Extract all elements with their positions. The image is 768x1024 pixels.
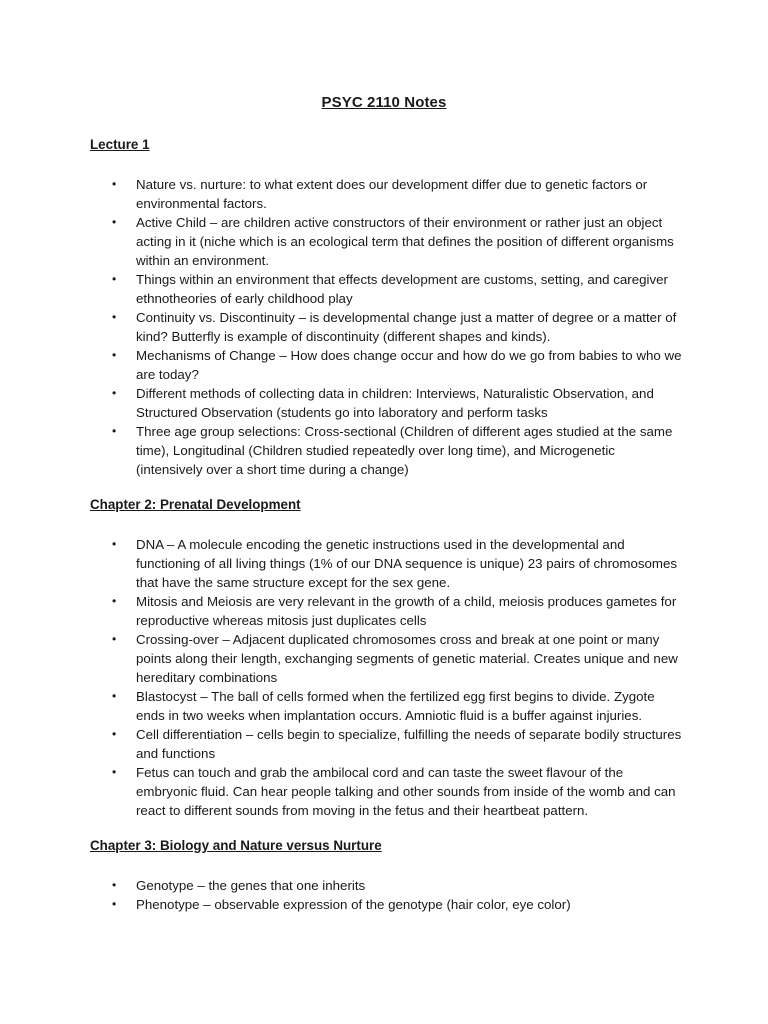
list-item: [0, 725, 768, 763]
chapter-2-bullet-list: [0, 535, 768, 820]
list-item-text: DNA – A molecule encoding the genetic instructions used in the developmental and functioning of all living things (1% of our DNA sequence is unique) 23 pairs of chromosomes that have the same structure except for the sex gene.: [136, 537, 678, 590]
bullet-icon: •: [112, 897, 117, 911]
bullet-icon: •: [112, 272, 117, 286]
bullet-icon: •: [112, 424, 117, 438]
bullet-icon: •: [112, 594, 117, 608]
bullet-icon: •: [112, 765, 117, 779]
list-item: [0, 687, 768, 725]
list-item: [0, 630, 768, 687]
list-item-text: Three age group selections: Cross-sectional (Children of different ages studied at the same time), Longitudinal (Children studied repeatedly over long time), and Microgenetic (intensively over a short time during a change): [136, 424, 673, 477]
list-item: [0, 422, 768, 479]
list-item-text: Mitosis and Meiosis are very relevant in the growth of a child, meiosis produces gametes for reproductive whereas mitosis just duplicates cells: [136, 594, 677, 628]
lecture-1-bullet-list: [0, 175, 768, 479]
list-item-text: Genotype – the genes that one inherits: [136, 878, 366, 893]
bullet-icon: •: [112, 537, 117, 551]
list-item: [0, 876, 768, 895]
bullet-icon: •: [112, 348, 117, 362]
chapter-3-bullet-list: [0, 876, 768, 914]
document-title: PSYC 2110 Notes: [321, 94, 447, 111]
list-item-text: Continuity vs. Discontinuity – is developmental change just a matter of degree or a matter of kind? Butterfly is example of discontinuity (different shapes and kinds).: [136, 310, 677, 344]
list-item: [0, 592, 768, 630]
list-item: [0, 763, 768, 820]
bullet-icon: •: [112, 177, 117, 191]
list-item-text: Crossing-over – Adjacent duplicated chromosomes cross and break at one point or many points along their length, exchanging segments of genetic material. Creates unique and new hereditary combinations: [136, 632, 678, 685]
list-item-text: Things within an environment that effects development are customs, setting, and caregiver ethnotheories of early childhood play: [136, 272, 668, 306]
bullet-icon: •: [112, 386, 117, 400]
list-item-text: Cell differentiation – cells begin to specialize, fulfilling the needs of separate bodily structures and functions: [136, 727, 682, 761]
list-item: [0, 384, 768, 422]
list-item-text: Phenotype – observable expression of the genotype (hair color, eye color): [136, 897, 571, 912]
list-item-text: Blastocyst – The ball of cells formed when the fertilized egg first begins to divide. Zygote ends in two weeks when implantation occurs. Amniotic fluid is a buffer against injuries.: [136, 689, 655, 723]
list-item-text: Nature vs. nurture: to what extent does our development differ due to genetic factors or environmental factors.: [136, 177, 648, 211]
section-heading-lecture-1: Lecture 1: [90, 137, 150, 152]
list-item-text: Active Child – are children active constructors of their environment or rather just an object acting in it (niche which is an ecological term that defines the position of different organisms within an environment.: [136, 215, 674, 268]
list-item-text: Mechanisms of Change – How does change occur and how do we go from babies to who we are today?: [136, 348, 682, 382]
section-heading-chapter-2: Chapter 2: Prenatal Development: [90, 497, 301, 512]
list-item: [0, 895, 768, 914]
bullet-icon: •: [112, 632, 117, 646]
list-item: [0, 270, 768, 308]
list-item-text: Fetus can touch and grab the ambilocal cord and can taste the sweet flavour of the embryonic fluid. Can hear people talking and other sounds from inside of the womb and can react to different sounds from moving in the fetus and their heartbeat pattern.: [136, 765, 676, 818]
bullet-icon: •: [112, 878, 117, 892]
bullet-icon: •: [112, 310, 117, 324]
bullet-icon: •: [112, 727, 117, 741]
bullet-icon: •: [112, 689, 117, 703]
bullet-icon: •: [112, 215, 117, 229]
list-item: [0, 535, 768, 592]
section-heading-chapter-3: Chapter 3: Biology and Nature versus Nurture: [90, 838, 382, 853]
list-item: [0, 175, 768, 213]
list-item: [0, 308, 768, 346]
list-item: [0, 213, 768, 270]
list-item: [0, 346, 768, 384]
list-item-text: Different methods of collecting data in children: Interviews, Naturalistic Observation, and Structured Observation (students go into laboratory and perform tasks: [136, 386, 654, 420]
